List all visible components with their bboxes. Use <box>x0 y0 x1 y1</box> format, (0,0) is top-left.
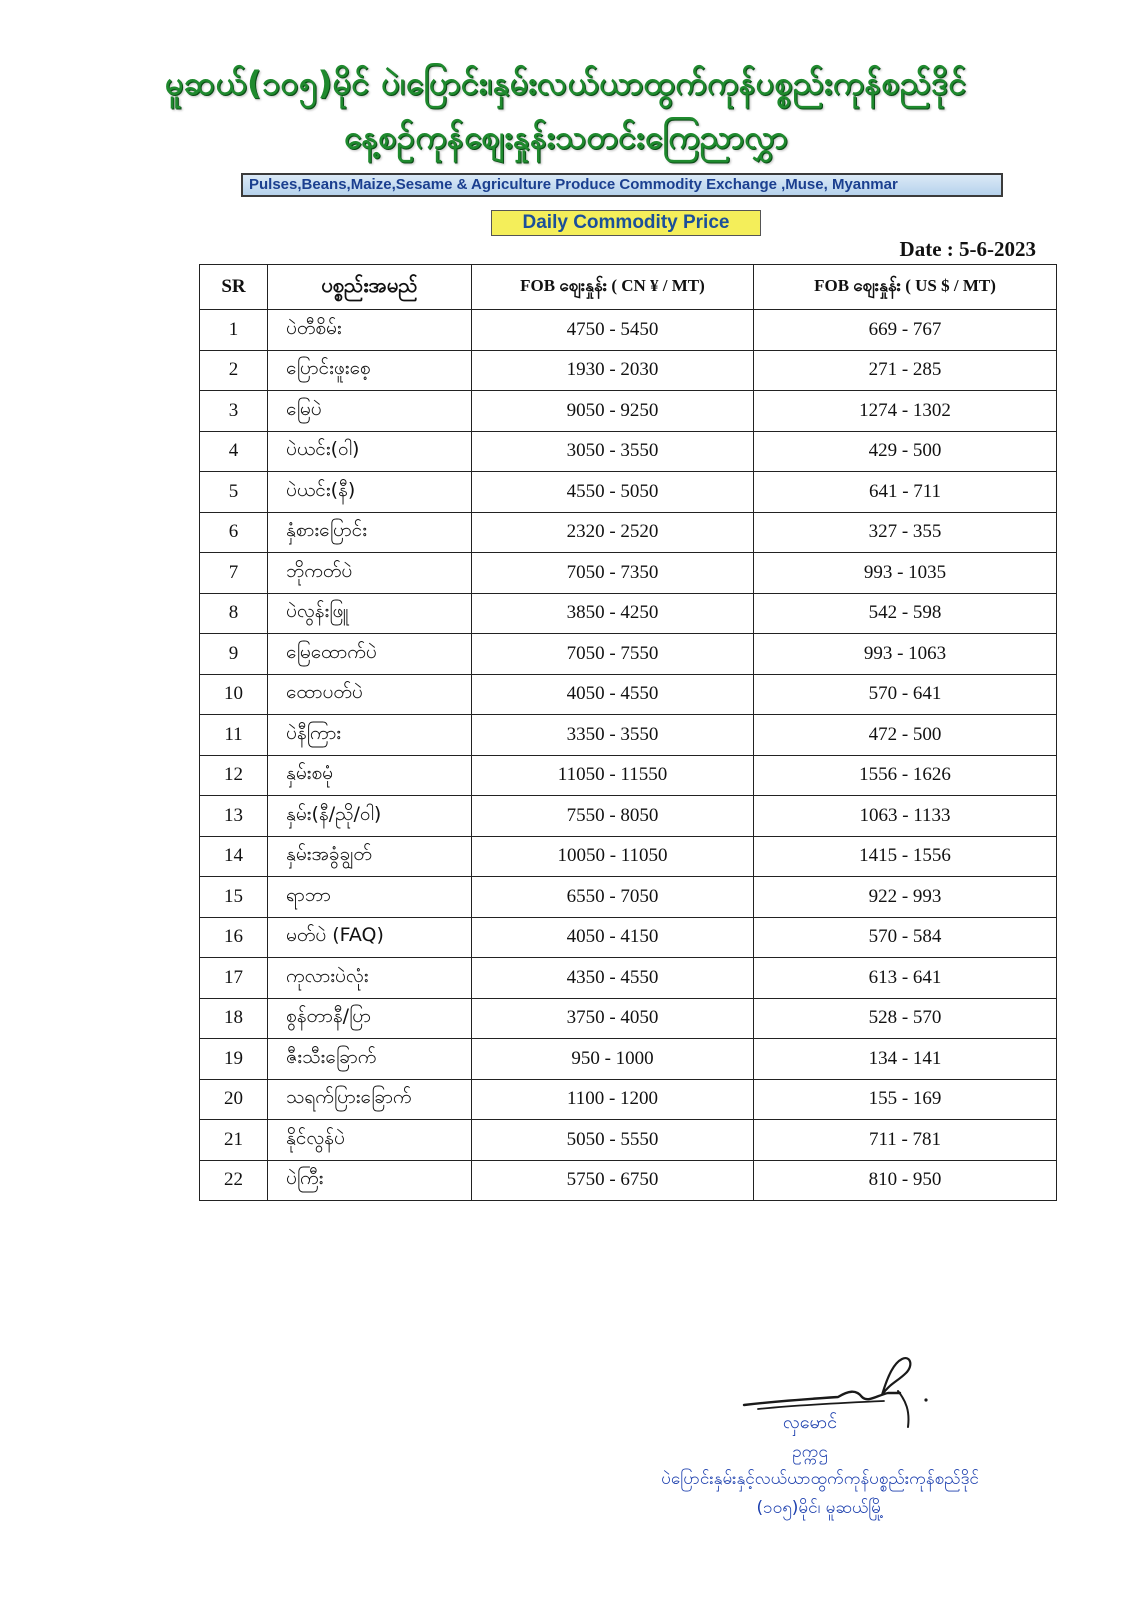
cell-price-usd: 570 - 584 <box>754 917 1057 958</box>
cell-sr: 9 <box>200 634 268 675</box>
cell-item-name: နိုင်လွန်ပဲ <box>268 1120 472 1161</box>
table-row <box>200 796 1057 837</box>
cell-price-usd: 613 - 641 <box>754 958 1057 999</box>
cell-price-cny: 9050 - 9250 <box>472 391 754 432</box>
cell-price-usd: 528 - 570 <box>754 998 1057 1039</box>
cell-sr: 5 <box>200 472 268 513</box>
cell-item-name: ထောပတ်ပဲ <box>268 674 472 715</box>
column-header-item-name: ပစ္စည်းအမည် <box>268 265 472 310</box>
table-row <box>200 1039 1057 1080</box>
cell-sr: 19 <box>200 1039 268 1080</box>
cell-item-name: နှံစားပြောင်း <box>268 512 472 553</box>
cell-price-cny: 4350 - 4550 <box>472 958 754 999</box>
cell-price-usd: 669 - 767 <box>754 310 1057 351</box>
cell-price-usd: 922 - 993 <box>754 877 1057 918</box>
cell-sr: 4 <box>200 431 268 472</box>
cell-price-usd: 155 - 169 <box>754 1079 1057 1120</box>
table-row <box>200 391 1057 432</box>
cell-price-usd: 1274 - 1302 <box>754 391 1057 432</box>
cell-price-usd: 1415 - 1556 <box>754 836 1057 877</box>
cell-price-usd: 327 - 355 <box>754 512 1057 553</box>
cell-price-usd: 472 - 500 <box>754 715 1057 756</box>
cell-price-usd: 271 - 285 <box>754 350 1057 391</box>
table-row <box>200 998 1057 1039</box>
table-row <box>200 593 1057 634</box>
cell-sr: 15 <box>200 877 268 918</box>
table-row <box>200 755 1057 796</box>
column-header-sr: SR <box>200 265 268 310</box>
cell-sr: 8 <box>200 593 268 634</box>
cell-sr: 3 <box>200 391 268 432</box>
cell-price-cny: 2320 - 2520 <box>472 512 754 553</box>
title-myanmar-line-1: မူဆယ်(၁၀၅)မိုင် ပဲ၊ပြောင်း၊နှမ်းလယ်ယာထွက်ကုန်ပစ္စည်းကုန်စည်ဒိုင် <box>165 64 967 102</box>
cell-item-name: ပဲကြီး <box>268 1160 472 1201</box>
cell-price-cny: 4050 - 4150 <box>472 917 754 958</box>
cell-item-name: မြေပဲ <box>268 391 472 432</box>
cell-price-cny: 11050 - 11550 <box>472 755 754 796</box>
cell-price-cny: 6550 - 7050 <box>472 877 754 918</box>
table-row <box>200 1160 1057 1201</box>
table-row <box>200 431 1057 472</box>
cell-item-name: နှမ်း(နီ/ညို/ဝါ) <box>268 796 472 837</box>
cell-price-usd: 711 - 781 <box>754 1120 1057 1161</box>
cell-item-name: ပြောင်းဖူးစေ့ <box>268 350 472 391</box>
cell-sr: 10 <box>200 674 268 715</box>
cell-price-usd: 993 - 1063 <box>754 634 1057 675</box>
cell-price-usd: 429 - 500 <box>754 431 1057 472</box>
cell-item-name: စွန်တာနီ/ပြာ <box>268 998 472 1039</box>
cell-price-usd: 641 - 711 <box>754 472 1057 513</box>
cell-item-name: ဇီးသီးခြောက် <box>268 1039 472 1080</box>
date-label: Date : 5-6-2023 <box>899 237 1036 261</box>
cell-sr: 14 <box>200 836 268 877</box>
cell-price-cny: 1930 - 2030 <box>472 350 754 391</box>
cell-price-cny: 5050 - 5550 <box>472 1120 754 1161</box>
cell-price-usd: 1556 - 1626 <box>754 755 1057 796</box>
cell-item-name: ဘိုကတ်ပဲ <box>268 553 472 594</box>
cell-price-cny: 4050 - 4550 <box>472 674 754 715</box>
cell-sr: 16 <box>200 917 268 958</box>
table-row <box>200 958 1057 999</box>
table-row <box>200 836 1057 877</box>
cell-price-usd: 570 - 641 <box>754 674 1057 715</box>
table-row <box>200 310 1057 351</box>
cell-price-cny: 10050 - 11050 <box>472 836 754 877</box>
cell-price-cny: 4750 - 5450 <box>472 310 754 351</box>
cell-price-cny: 4550 - 5050 <box>472 472 754 513</box>
cell-price-usd: 542 - 598 <box>754 593 1057 634</box>
cell-item-name: သရက်ပြားခြောက် <box>268 1079 472 1120</box>
cell-sr: 1 <box>200 310 268 351</box>
cell-sr: 21 <box>200 1120 268 1161</box>
table-row <box>200 472 1057 513</box>
cell-item-name: ပဲနီကြား <box>268 715 472 756</box>
cell-item-name: နှမ်းအခွံချွတ် <box>268 836 472 877</box>
table-row <box>200 350 1057 391</box>
cell-price-cny: 7050 - 7550 <box>472 634 754 675</box>
table-row <box>200 917 1057 958</box>
title-myanmar-line-2: နေ့စဉ်ကုန်စျေးနှုန်းသတင်းကြေညာလွှာ <box>343 118 789 156</box>
cell-price-usd: 1063 - 1133 <box>754 796 1057 837</box>
cell-item-name: မတ်ပဲ (FAQ) <box>268 917 472 958</box>
cell-sr: 6 <box>200 512 268 553</box>
cell-sr: 17 <box>200 958 268 999</box>
exchange-name-banner: Pulses,Beans,Maize,Sesame & Agriculture Produce Commodity Exchange ,Muse, Myanmar <box>241 173 1003 197</box>
signatory-role: ဥက္ကဌ <box>792 1442 828 1462</box>
signatory-name: လှမောင် <box>782 1412 838 1433</box>
table-row <box>200 1079 1057 1120</box>
table-header-row <box>200 265 1057 310</box>
cell-price-cny: 5750 - 6750 <box>472 1160 754 1201</box>
table-row <box>200 674 1057 715</box>
cell-sr: 12 <box>200 755 268 796</box>
cell-item-name: နှမ်းစမုံ <box>268 755 472 796</box>
cell-price-cny: 7550 - 8050 <box>472 796 754 837</box>
cell-item-name: ပဲလွန်းဖြူ <box>268 593 472 634</box>
price-table <box>199 264 1057 1201</box>
cell-price-cny: 3750 - 4050 <box>472 998 754 1039</box>
cell-price-cny: 3350 - 3550 <box>472 715 754 756</box>
cell-price-usd: 810 - 950 <box>754 1160 1057 1201</box>
cell-item-name: မြေထောက်ပဲ <box>268 634 472 675</box>
cell-price-cny: 1100 - 1200 <box>472 1079 754 1120</box>
cell-sr: 22 <box>200 1160 268 1201</box>
signatory-location: (၁၀၅)မိုင်၊ မူဆယ်မြို့ <box>756 1498 884 1518</box>
cell-sr: 7 <box>200 553 268 594</box>
cell-item-name: ရာဘာ <box>268 877 472 918</box>
cell-sr: 18 <box>200 998 268 1039</box>
table-row <box>200 1120 1057 1161</box>
cell-price-cny: 3050 - 3550 <box>472 431 754 472</box>
cell-item-name: ပဲယင်း(ဝါ) <box>268 431 472 472</box>
signatory-organization: ပဲပြောင်းနှမ်းနှင့်လယ်ယာထွက်ကုန်ပစ္စည်းကုန်စည်ဒိုင် <box>661 1469 979 1489</box>
cell-sr: 20 <box>200 1079 268 1120</box>
column-header-price-usd: FOB စျေးနှုန်း ( US $ / MT) <box>754 265 1057 310</box>
cell-item-name: ပဲတီစိမ်း <box>268 310 472 351</box>
cell-price-cny: 3850 - 4250 <box>472 593 754 634</box>
cell-price-cny: 7050 - 7350 <box>472 553 754 594</box>
cell-price-usd: 134 - 141 <box>754 1039 1057 1080</box>
cell-sr: 13 <box>200 796 268 837</box>
signature-block <box>690 1355 1050 1575</box>
cell-item-name: ပဲယင်း(နီ) <box>268 472 472 513</box>
table-row <box>200 877 1057 918</box>
cell-sr: 11 <box>200 715 268 756</box>
table-row <box>200 512 1057 553</box>
table-row <box>200 634 1057 675</box>
table-row <box>200 715 1057 756</box>
cell-price-usd: 993 - 1035 <box>754 553 1057 594</box>
cell-sr: 2 <box>200 350 268 391</box>
cell-price-cny: 950 - 1000 <box>472 1039 754 1080</box>
column-header-price-cny: FOB စျေးနှုန်း ( CN ¥ / MT) <box>472 265 754 310</box>
cell-item-name: ကုလားပဲလုံး <box>268 958 472 999</box>
daily-commodity-price-banner: Daily Commodity Price <box>491 210 761 236</box>
table-row <box>200 553 1057 594</box>
